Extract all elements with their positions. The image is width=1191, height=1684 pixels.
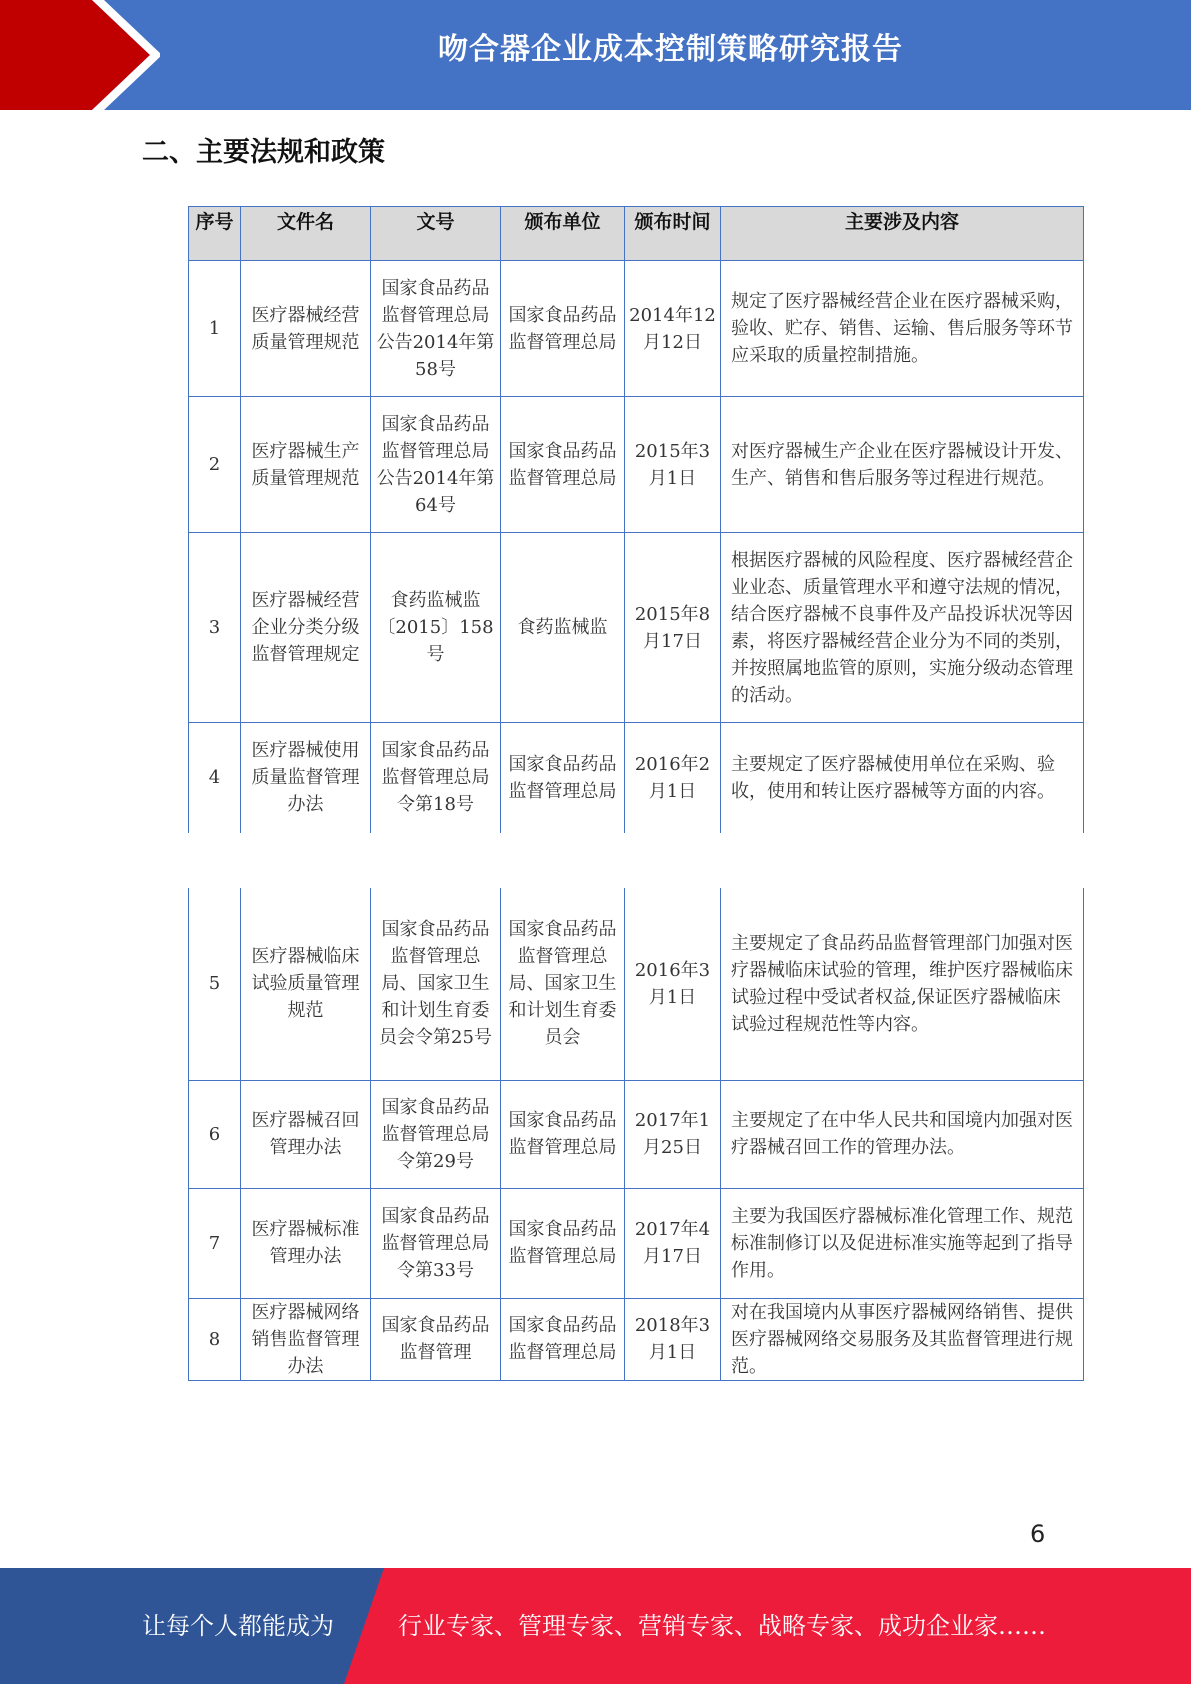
table-row [189, 397, 1084, 533]
footer-slogan-left: 让每个人都能成为 [142, 1612, 334, 1640]
cell-issuer: 国家食品药品监督管理总局 [501, 1188, 625, 1298]
cell-issuer: 国家食品药品监督管理总局 [501, 261, 625, 397]
cell-issuer: 国家食品药品监督管理总局 [501, 397, 625, 533]
cell-date: 2015年3月1日 [625, 397, 721, 533]
cell-issuer: 国家食品药品监督管理总局 [501, 1298, 625, 1380]
table-row [189, 1298, 1084, 1380]
cell-name: 医疗器械网络销售监督管理办法 [241, 1298, 371, 1380]
cell-no: 3 [189, 533, 241, 723]
cell-date: 2015年8月17日 [625, 533, 721, 723]
cell-issuer: 国家食品药品监督管理总局 [501, 723, 625, 833]
header-red-chevron [0, 0, 160, 110]
column-header-no: 序号 [189, 207, 241, 261]
column-header-content: 主要涉及内容 [721, 207, 1084, 261]
column-header-name: 文件名 [241, 207, 371, 261]
cell-doc: 国家食品药品监督管理总局令第18号 [371, 723, 501, 833]
cell-no: 6 [189, 1080, 241, 1188]
cell-content: 对在我国境内从事医疗器械网络销售、提供医疗器械网络交易服务及其监督管理进行规范。 [721, 1298, 1084, 1380]
cell-name: 医疗器械召回管理办法 [241, 1080, 371, 1188]
cell-date: 2017年4月17日 [625, 1188, 721, 1298]
table-row [189, 1080, 1084, 1188]
cell-doc: 国家食品药品监督管理 [371, 1298, 501, 1380]
column-header-doc: 文号 [371, 207, 501, 261]
cell-content: 根据医疗器械的风险程度、医疗器械经营企业业态、质量管理水平和遵守法规的情况，结合医疗器械不良事件及产品投诉状况等因素，将医疗器械经营企业分为不同的类别，并按照属地监管的原则，实施分级动态管理的活动。 [721, 533, 1084, 723]
page-number: 6 [1030, 1520, 1046, 1548]
cell-doc: 国家食品药品监督管理总局公告2014年第64号 [371, 397, 501, 533]
page-header [0, 0, 1191, 110]
cell-content: 主要规定了医疗器械使用单位在采购、验收，使用和转让医疗器械等方面的内容。 [721, 723, 1084, 833]
cell-name: 医疗器械生产质量管理规范 [241, 397, 371, 533]
column-header-date: 颁布时间 [625, 207, 721, 261]
report-title: 吻合器企业成本控制策略研究报告 [438, 32, 903, 67]
cell-doc: 国家食品药品监督管理总局令第33号 [371, 1188, 501, 1298]
table-row [189, 261, 1084, 397]
table-row [189, 533, 1084, 723]
cell-date: 2014年12月12日 [625, 261, 721, 397]
cell-issuer: 食药监械监 [501, 533, 625, 723]
cell-content: 主要规定了食品药品监督管理部门加强对医疗器械临床试验的管理，维护医疗器械临床试验过程中受试者权益,保证医疗器械临床试验过程规范性等内容。 [721, 888, 1084, 1080]
cell-content: 规定了医疗器械经营企业在医疗器械采购，验收、贮存、销售、运输、售后服务等环节应采取的质量控制措施。 [721, 261, 1084, 397]
cell-doc: 国家食品药品监督管理总局令第29号 [371, 1080, 501, 1188]
cell-no: 5 [189, 888, 241, 1080]
cell-no: 2 [189, 397, 241, 533]
regulations-table-part-1 [188, 206, 1084, 833]
section-heading: 二、主要法规和政策 [142, 137, 385, 168]
cell-doc: 食药监械监〔2015〕158号 [371, 533, 501, 723]
cell-content: 主要规定了在中华人民共和国境内加强对医疗器械召回工作的管理办法。 [721, 1080, 1084, 1188]
cell-no: 4 [189, 723, 241, 833]
cell-name: 医疗器械经营企业分类分级监督管理规定 [241, 533, 371, 723]
cell-content: 对医疗器械生产企业在医疗器械设计开发、生产、销售和售后服务等过程进行规范。 [721, 397, 1084, 533]
table-row [189, 1188, 1084, 1298]
cell-issuer: 国家食品药品监督管理总局、国家卫生和计划生育委员会 [501, 888, 625, 1080]
cell-content: 主要为我国医疗器械标准化管理工作、规范标准制修订以及促进标准实施等起到了指导作用。 [721, 1188, 1084, 1298]
cell-date: 2016年3月1日 [625, 888, 721, 1080]
table-row [189, 888, 1084, 1080]
cell-no: 7 [189, 1188, 241, 1298]
cell-name: 医疗器械经营质量管理规范 [241, 261, 371, 397]
cell-name: 医疗器械使用质量监督管理办法 [241, 723, 371, 833]
page-footer [0, 1568, 1191, 1684]
cell-no: 8 [189, 1298, 241, 1380]
regulations-table-part-2 [188, 888, 1084, 1381]
cell-date: 2017年1月25日 [625, 1080, 721, 1188]
cell-doc: 国家食品药品监督管理总局、国家卫生和计划生育委员会令第25号 [371, 888, 501, 1080]
table-header-row [189, 207, 1084, 261]
cell-name: 医疗器械临床试验质量管理规范 [241, 888, 371, 1080]
cell-no: 1 [189, 261, 241, 397]
cell-issuer: 国家食品药品监督管理总局 [501, 1080, 625, 1188]
cell-date: 2018年3月1日 [625, 1298, 721, 1380]
cell-name: 医疗器械标准管理办法 [241, 1188, 371, 1298]
footer-slogan-right: 行业专家、管理专家、营销专家、战略专家、成功企业家…… [398, 1612, 1046, 1640]
cell-date: 2016年2月1日 [625, 723, 721, 833]
column-header-issuer: 颁布单位 [501, 207, 625, 261]
table-row [189, 723, 1084, 833]
cell-doc: 国家食品药品监督管理总局公告2014年第58号 [371, 261, 501, 397]
